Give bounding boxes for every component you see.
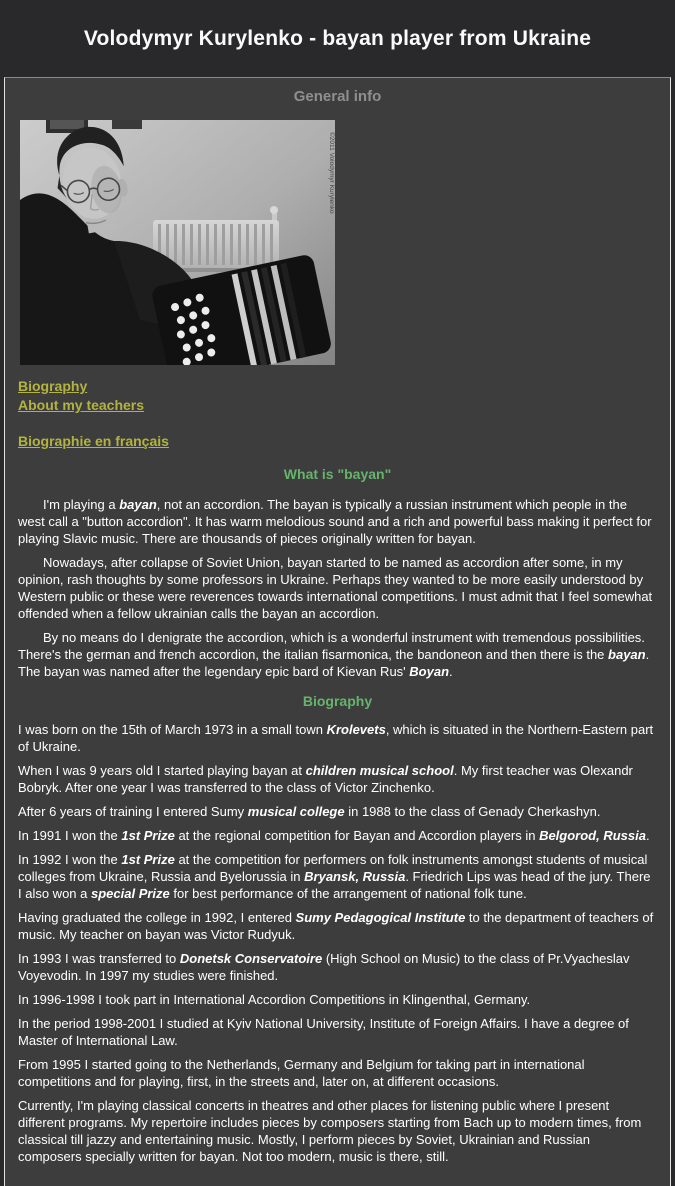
paragraph: In 1991 I won the 1st Prize at the regional competition for Bayan and Accordion players in Belgorod, Russia. xyxy=(18,828,650,843)
content-box xyxy=(4,77,671,1186)
paragraph: In 1993 I was transferred to Donetsk Conservatoire (High School on Music) to the class of Pr.Vyacheslav Voyevodin. In 1997 my studies were finished. xyxy=(18,951,630,983)
portrait-photo xyxy=(20,120,335,365)
paragraph: I was born on the 15th of March 1973 in a small town Krolevets, which is situated in the Northern-Eastern part of Ukraine. xyxy=(18,722,654,754)
nav-link-biographie-en-francais[interactable]: Biographie en français xyxy=(18,433,169,449)
paragraph: In the period 1998-2001 I studied at Kyiv National University, Institute of Foreign Affairs. I have a degree of Master of International Law. xyxy=(18,1016,629,1048)
paragraph: Having graduated the college in 1992, I entered Sumy Pedagogical Institute to the department of teachers of music. My teacher on bayan was Victor Rudyuk. xyxy=(18,910,654,942)
section-heading-what-is-bayan: What is "bayan" xyxy=(283,466,392,482)
page-title: Volodymyr Kurylenko - bayan player from Ukraine xyxy=(83,26,592,50)
paragraph: In 1996-1998 I took part in International Accordion Competitions in Klingenthal, Germany. xyxy=(18,992,531,1007)
biography-paragraphs xyxy=(18,721,657,1165)
paragraph: After 6 years of training I entered Sumy musical college in 1988 to the class of Genady Cherkashyn. xyxy=(18,804,601,819)
section-heading-general-info: General info xyxy=(293,88,382,105)
section-heading-biography: Biography xyxy=(302,693,373,709)
paragraph: Nowadays, after collapse of Soviet Union, bayan started to be named as accordion after some, in my opinion, rash thoughts by some professors in Ukraine. Perhaps they wanted to be more easily understood by Western public or these were reverences towards international competitions. I must admit that I feel somewhat offended when a fellow ukrainian calls the bayan an accordion. xyxy=(18,555,653,621)
photo-watermark: ©2011 Volodymyr Kurylenko xyxy=(328,132,335,214)
paragraph: By no means do I denigrate the accordion, which is a wonderful instrument with tremendous possibilities. There's the german and french accordion, the italian fisarmonica, the bandoneon and then there is the bayan. The bayan was named after the legendary epic bard of Kievan Rus' Boyan. xyxy=(18,630,650,679)
portrait-photo-svg xyxy=(20,120,335,365)
header-banner xyxy=(0,0,675,77)
bayan-paragraphs xyxy=(18,496,657,680)
paragraph: I'm playing a bayan, not an accordion. The bayan is typically a russian instrument which people in the west call a "button accordion". It has warm melodious sound and a rich and powerful bass making it perfect for playing Slavic music. There are thousands of pieces originally written for bayan. xyxy=(18,497,652,546)
paragraph: Currently, I'm playing classical concerts in theatres and other places for listening public where I present different programs. My repertoire includes pieces by composers starting from Bach up to modern times, from classical till jazzy and entertaining music. Mostly, I perform pieces by Soviet, Ukrainian and Russian composers specially written for bayan. Not too modern, music is there, still. xyxy=(18,1098,642,1164)
paragraph: From 1995 I started going to the Netherlands, Germany and Belgium for taking part in international competitions and for playing, first, in the streets and, later on, at different occasions. xyxy=(18,1057,585,1089)
nav-link-about-my-teachers[interactable]: About my teachers xyxy=(18,397,145,413)
paragraph: In 1992 I won the 1st Prize at the competition for performers on folk instruments amongst students of musical colleges from Ukraine, Russia and Byelorussia in Bryansk, Russia. Friedrich Lips was head of the jury. There I also won a special Prize for best performance of the arrangement of national folk tune. xyxy=(18,852,651,901)
paragraph: When I was 9 years old I started playing bayan at children musical school. My first teacher was Olexandr Bobryk. After one year I was transferred to the class of Victor Zinchenko. xyxy=(18,763,633,795)
nav-link-biography[interactable]: Biography xyxy=(18,378,88,394)
